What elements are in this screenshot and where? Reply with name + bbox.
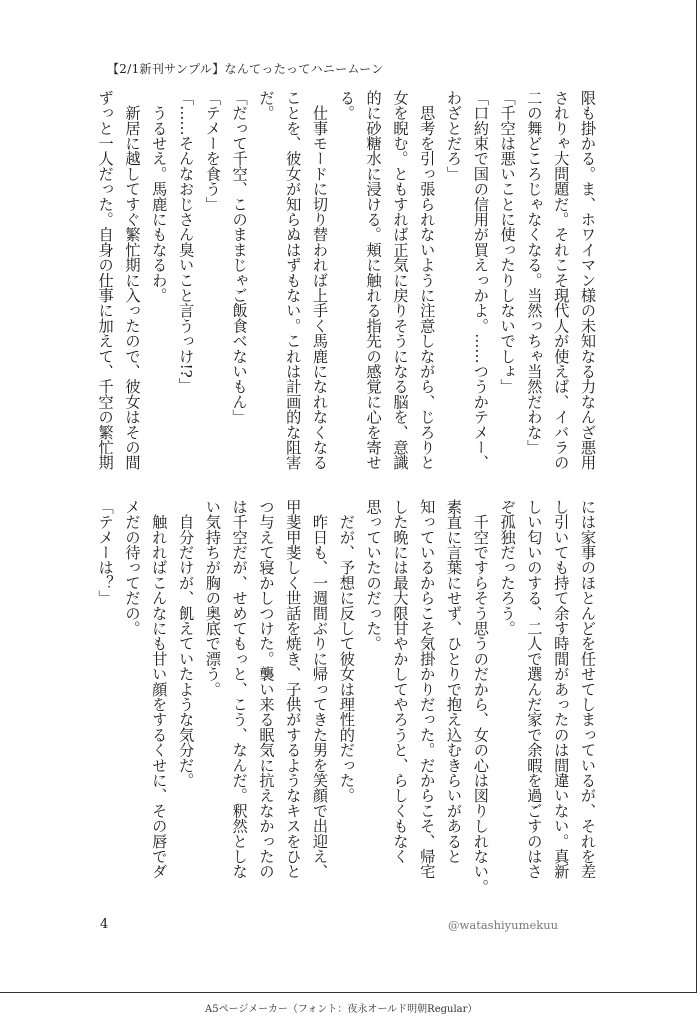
text-line: ずっと一人だった。自身の仕事に加えて、千空の繁忙期 (96, 90, 115, 470)
text-line: には家事のほとんどを任せてしまっているが、それを差 (579, 499, 597, 879)
text-line: 限も掛かる。ま、ホワイマン様の未知なる力なんざ悪用 (579, 90, 597, 470)
text-line: 昨日も、一週間ぶりに帰ってきた男を笑顔で出迎え、 (311, 499, 330, 879)
text-line: 自分だけが、飢えていたような気分だ。 (177, 499, 196, 788)
text-line: 「だって千空、このままじゃご飯食べないもん」 (230, 90, 249, 425)
text-line: うるせえ。馬鹿にもなるわ。 (150, 90, 169, 303)
text-line: メだの待ってだの。 (123, 499, 142, 636)
text-line: 思っていたのだった。 (364, 499, 383, 651)
text-line: つ与えて寝かしつけた。襲い来る眠気に抗えなかったの (257, 499, 276, 879)
text-line: 甲斐甲斐しく世話を焼き、子供がするようなキスをひと (284, 499, 303, 879)
text-line: 「テメーを食う」 (203, 90, 222, 212)
text-line: だが、予想に反して彼女は理性的だった。 (337, 499, 356, 803)
text-line: 新居に越してすぐ繁忙期に入ったので、彼女はその間 (123, 90, 142, 470)
text-line: る。 (337, 90, 356, 121)
text-line: 「テメーは？」 (96, 499, 115, 606)
text-line: 「千空は悪いことに使ったりしないでしょ」 (498, 90, 517, 394)
page-number: 4 (100, 917, 109, 932)
author-handle: @watashiyumekuu (448, 918, 559, 932)
text-line: 思考を引っ張られないように注意しながら、じろりと (418, 90, 437, 470)
body-text-lower (92, 499, 601, 895)
text-line: ぞ孤独だったろう。 (498, 499, 517, 636)
text-line: だ。 (257, 90, 276, 121)
text-line: 知っているからこそ気掛かりだった。だからこそ、帰宅 (418, 499, 437, 879)
text-line: 二の舞どころじゃなくなる。当然っちゃ当然だわな」 (525, 90, 544, 455)
generator-caption: A5ページメーカー（フォント：夜永オールド明朝Regular） (205, 1004, 478, 1015)
text-line: し引いても持て余す時間があったのは間違いない。真新 (552, 499, 571, 879)
text-line: 素直に言葉にせず、ひとりで抱え込むきらいがあると (445, 499, 464, 864)
text-line: わざとだろ」 (445, 90, 464, 182)
text-line: 的に砂糖水に浸ける。頬に触れる指先の感覚に心を寄せ (364, 90, 383, 470)
text-line: しい匂いのする、二人で選んだ家で余暇を過ごすのはさ (525, 499, 544, 879)
text-line: は千空だが、せめてもっと、こう、なんだ。釈然としな (230, 499, 249, 879)
text-line: い気持ちが胸の奥底で漂う。 (203, 499, 222, 697)
text-line: 仕事モードに切り替われば上手く馬鹿になれなくなる (311, 90, 330, 470)
page-header-title: 【2/1新刊サンプル】なんてったってハニームーン (107, 62, 384, 76)
text-line: 女を睨む。ともすれば正気に戻りそうになる脳を、意識 (391, 90, 410, 470)
body-text-upper (92, 90, 601, 480)
text-line: 「……そんなおじさん臭いこと言うっけ!?」 (177, 90, 196, 394)
text-line: されりゃ大問題だ。それこそ現代人が使えば、イバラの (552, 90, 571, 470)
text-line: 「口約束で国の信用が買えっかよ。……つうかテメー、 (471, 90, 490, 470)
text-line: ことを、彼女が知らぬはずもない。これは計画的な阻害 (284, 90, 303, 470)
text-line: 千空ですらそう思うのだから、女の心は図りしれない。 (471, 499, 490, 895)
text-line: した晩には最大限甘やかしてやろうと、らしくもなく (391, 499, 410, 864)
text-line: 触れればこんなにも甘い顔をするくせに、その唇でダ (150, 499, 169, 879)
